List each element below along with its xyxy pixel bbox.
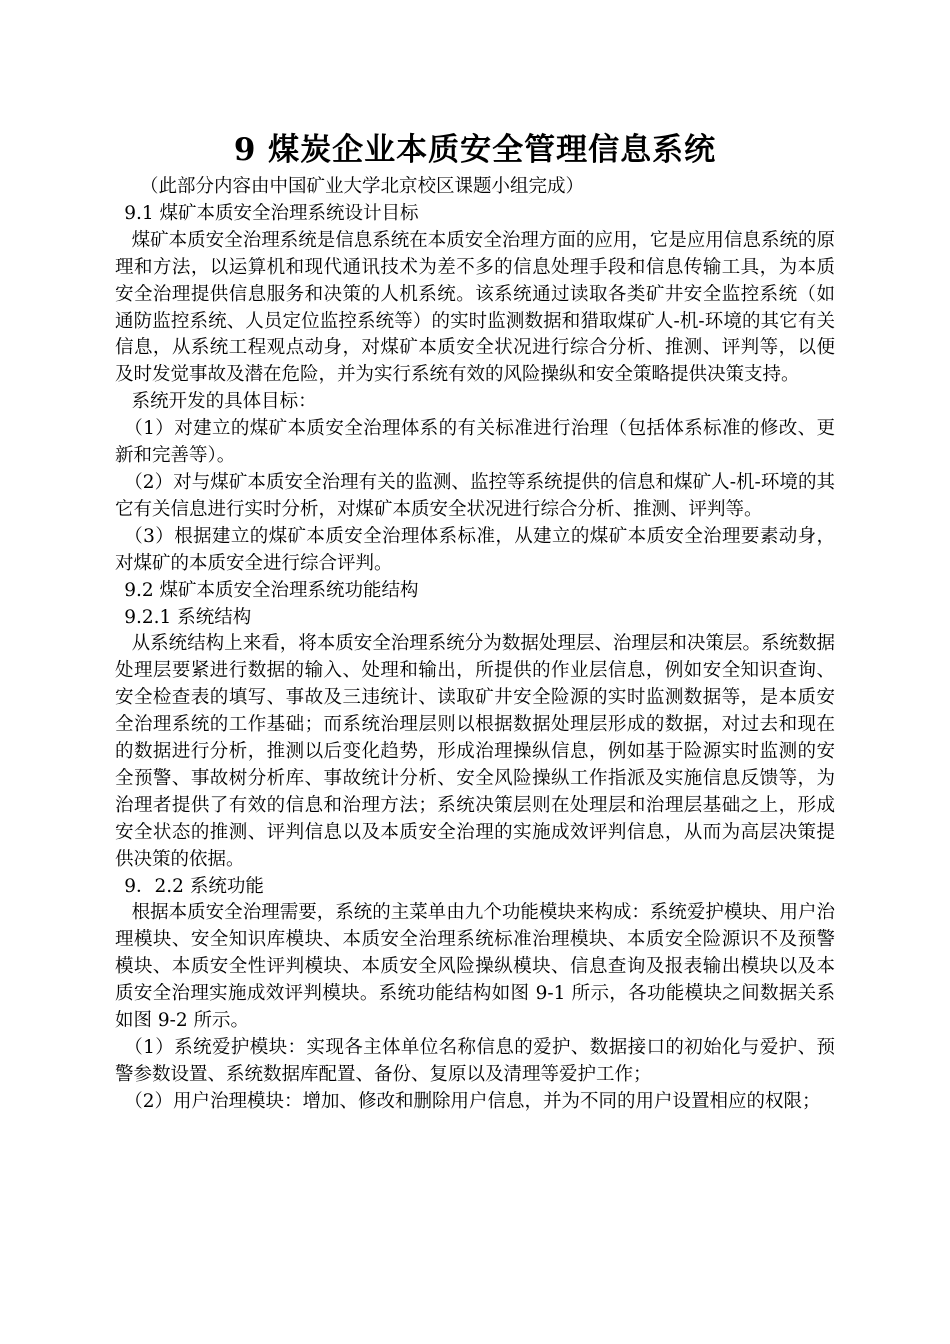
document-page [115,126,835,1116]
module-item-1: （1）系统爱护模块：实现各主体单位名称信息的爱护、数据接口的初始化与爱护、预警参数设置、系统数据库配置、备份、复原以及清理等爱护工作； [115,1037,835,1085]
paragraph-9-1-goals-lead: 系统开发的具体目标： [131,391,317,413]
author-note: （此部分内容由中国矿业大学北京校区课题小组完成） [139,176,584,197]
subsection-heading-9-2-2: 9．2.2 系统功能 [124,875,264,897]
paragraph-9-1-intro: 煤矿本质安全治理系统是信息系统在本质安全治理方面的应用，它是应用信息系统的原理和方法，以运算机和现代通讯技术为差不多的信息处理手段和信息传输工具，为本质安全治理提供信息服务和决策的人机系统。该系统通过读取各类矿井安全监控系统（如通防监控系统、人员定位监控系统等）的实时监测数据和猎取煤矿人-机-环境的其它有关信息，从系统工程观点动身，对煤矿本质安全状况进行综合分析、推测、评判等，以便及时发觉事故及潜在危险，并为实行系统有效的风险操纵和安全策略提供决策支持。 [115,229,835,386]
subsection-heading-9-2-1: 9.2.1 系统结构 [124,606,252,628]
section-heading-9-2: 9.2 煤矿本质安全治理系统功能结构 [124,579,419,601]
paragraph-9-2-2: 根据本质安全治理需要，系统的主菜单由九个功能模块来构成：系统爱护模块、用户治理模块、安全知识库模块、本质安全治理系统标准治理模块、本质安全险源识不及预警模块、本质安全性评判模块、本质安全风险操纵模块、信息查询及报表输出模块以及本质安全治理实施成效评判模块。系统功能结构如图 9-1 所示，各功能模块之间数据关系如图 9-2 所示。 [115,902,835,1032]
paragraph-9-2-1: 从系统结构上来看，将本质安全治理系统分为数据处理层、治理层和决策层。系统数据处理层要紧进行数据的输入、处理和输出，所提供的作业层信息，例如安全知识查询、安全检查表的填写、事故及三违统计、读取矿井安全险源的实时监测数据等，是本质安全治理系统的工作基础；而系统治理层则以根据数据处理层形成的数据，对过去和现在的数据进行分析，推测以后变化趋势，形成治理操纵信息，例如基于险源实时监测的安全预警、事故树分析库、事故统计分析、安全风险操纵工作指派及实施信息反馈等，为治理者提供了有效的信息和治理方法；系统决策层则在处理层和治理层基础之上，形成安全状态的推测、评判信息以及本质安全治理的实施成效评判信息，从而为高层决策提供决策的依据。 [115,633,835,870]
goal-item-3: （3）根据建立的煤矿本质安全治理体系标准，从建立的煤矿本质安全治理要素动身，对煤矿的本质安全进行综合评判。 [115,525,835,574]
goal-item-2: （2）对与煤矿本质安全治理有关的监测、监控等系统提供的信息和煤矿人-机-环境的其它有关信息进行实时分析，对煤矿本质安全状况进行综合分析、推测、评判等。 [115,471,835,520]
section-heading-9-1: 9.1 煤矿本质安全治理系统设计目标 [124,202,419,224]
module-item-2: （2）用户治理模块：增加、修改和删除用户信息，并为不同的用户设置相应的权限； [124,1090,821,1112]
goal-item-1: （1）对建立的煤矿本质安全治理体系的有关标准进行治理（包括体系标准的修改、更新和完善等）。 [115,418,835,467]
document-title: 9 煤炭企业本质安全管理信息系统 [233,132,717,168]
